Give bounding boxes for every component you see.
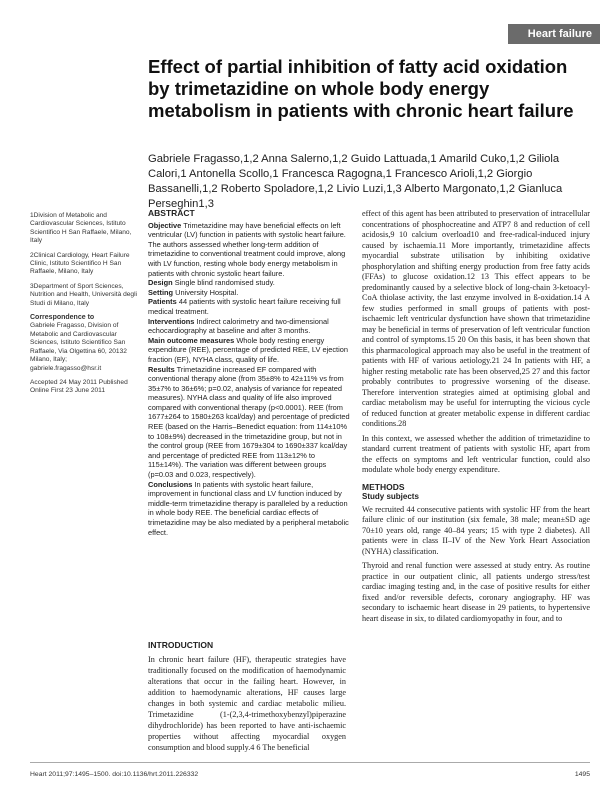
abstract [148, 209, 352, 537]
right-column [362, 209, 590, 628]
design-text: Single blind randomised study. [174, 278, 275, 288]
introduction [148, 640, 346, 753]
results-text: Trimetazidine increased EF compared with conventional therapy alone (from 35±8% to 42±11% vs from 35±7% to 36±6%; p=0.02, analysis of variance for repeated measures). NYHA class and quality of life also improved compared with conventional therapy (p<0.0001). REE (from 1677±264 to 1580±263 kcal/day) and percentage of predicted REE (based on the Harris–Benedict equation: from 114±10% to 108±9%) decreased in the trimetazidine group, but not in the control group (REE from 1679±304 to 1690±337 kcal/day and percentage of predicted REE from 113±12% to 115±14%). The variation was different between groups (p=0.03 and 0.023, respectively). [148, 364, 350, 480]
abstract-heading: ABSTRACT [148, 208, 195, 218]
page-number: 1495 [574, 771, 590, 778]
design-label: Design [148, 278, 173, 288]
paragraph-1: effect of this agent has been attributed to preservation of intracellular concentrations of phosphocreatine and ATP7 8 and reduction of cell acidosis,9 10 calcium overload10 and free-radical-induced injury caused by ischaemia.11 More importantly, trimetazidine affects myocardial substrate utilisation by inhibiting oxidative phosphorylation and shifting energy production from free fatty acids (FFAs) to glucose oxidation.12 13 This effect appears to be predominantly caused by a selective block of long-chain 3-ketoacyl-CoA thiolase activity, the last enzyme involved in ß-oxidation.14 A few studies performed in small groups of patients with post-ischaemic left ventricular dysfunction have shown that trimetazidine may be beneficial in terms of preservation of left ventricular function and control of symptoms.15 20 On this basis, it has been shown that this pharmacological approach may also be useful in the treatment of patients with HF of various aetiology.21 24 In patients with HF, a higher resting metabolic rate has been observed,25 27 and this factor probably contributes to progressive worsening of the disease. Therefore intervention strategies aimed at optimising global and cardiac metabolism may be useful for interrupting the vicious cycle of reduced function at greater metabolic expense in different cardiac conditions.28 [362, 209, 590, 428]
article-title: Effect of partial inhibition of fatty acid oxidation by trimetazidine on whole body energy metabolism in patients with chronic heart failure [148, 56, 574, 121]
setting-label: Setting [148, 287, 174, 297]
objective-label: Objective [148, 220, 182, 230]
article-dates: Accepted 24 May 2011 Published Online First 23 June 2011 [30, 378, 128, 395]
footer-rule [30, 762, 590, 763]
patients-text: 44 patients with systolic heart failure receiving full medical treatment. [148, 297, 341, 316]
section-header [0, 24, 600, 44]
study-subjects-heading: Study subjects [362, 492, 419, 501]
affiliation-2: 2Clinical Cardiology, Heart Failure Clinic, Istituto Scientifico H San Raffaele, Milano, Italy [30, 251, 130, 276]
setting-text: University Hospital. [175, 287, 239, 297]
paragraph-4: Thyroid and renal function were assessed at study entry. As routine practice in our outpatient clinic, all patients undergo stress/test cardiac imaging testing and, in the case of positive results for either fixed and/or reversible defects, coronary angiography. HF was secondary to ischaemic heart disease in 29 patients, to hypertensive heart disease in six, to dilated cardiomyopathy in four, and to [362, 561, 590, 623]
sidebar-affiliations [30, 212, 138, 402]
affiliation-1: 1Division of Metabolic and Cardiovascular Sciences, Istituto Scientifico H San Raffaele, Milano, Italy [30, 212, 132, 245]
affiliation-3: 3Department of Sport Sciences, Nutrition and Health, Università degli Studi di Milano, Italy [30, 282, 138, 307]
introduction-heading: INTRODUCTION [148, 640, 214, 650]
correspondence-text: Gabriele Fragasso, Division of Metabolic and Cardiovascular Sciences, Istituto Scientifico San Raffaele, Via Olgettina 60, 20132 Milano, Italy; gabriele.fragasso@hsr.it [30, 322, 127, 372]
conclusions-label: Conclusions [148, 479, 193, 489]
citation: Heart 2011;97:1495–1500. doi:10.1136/hrt.2011.226332 [30, 771, 199, 778]
introduction-text: In chronic heart failure (HF), therapeutic strategies have traditionally focused on the modification of haemodynamic alterations that occur in the failing heart. However, in addition to haemodynamic alterations, HF causes large changes in both systemic and cardiac metabolic milieu. Trimetazidine (1-(2,3,4-trimethoxybenzyl)piperazine dihydrochloride) has been reported to have anti-ischaemic properties without affecting myocardial oxygen consumption and blood supply.4 6 The beneficial [148, 655, 346, 752]
conclusions-text: In patients with systolic heart failure, improvement in functional class and LV function induced by middle-term trimetazidine therapy is paralleled by a reduction in whole body REE. The beneficial cardiac effects of trimetazidine may be also mediated by a peripheral metabolic effect. [148, 479, 349, 537]
outcome-label: Main outcome measures [148, 335, 235, 345]
objective-text: Trimetazidine may have beneficial effects on left ventricular (LV) function in patients with systolic heart failure. The authors assessed whether long-term addition of trimetazidine to conventional treatment could improve, along with LV function, resting whole body energy metabolism in patients with chronic systolic heart failure. [148, 220, 346, 278]
author-list: Gabriele Fragasso,1,2 Anna Salerno,1,2 Guido Lattuada,1 Amarild Cuko,1,2 Giliola Calori,1 Antonella Scollo,1 Francesca Ragogna,1 Francesco Arioli,1,2 Giorgio Bassanelli,1,2 Roberto Spoladore,1,2 Livio Luzi,1,3 Alberto Margonato,1,2 Gianluca Perseghin1,3 [148, 153, 563, 210]
paragraph-3: We recruited 44 consecutive patients with systolic HF from the heart failure clinic of our institution (six female, 38 male; mean±SD age 70±10 years old, range 40–84 years; 15 with type 2 diabetes). All patients were in class II–IV of the New York Heart Association (NYHA) classification. [362, 504, 590, 556]
correspondence-heading: Correspondence to [30, 314, 95, 322]
page-footer [30, 771, 590, 778]
interventions-label: Interventions [148, 316, 195, 326]
outcome-text: Whole body resting energy expenditure (REE), percentage of predicted REE, LV ejection fraction (EF), NYHA class, quality of life. [148, 335, 348, 364]
patients-label: Patients [148, 297, 177, 307]
methods-heading: METHODS [362, 481, 405, 492]
section-label: Heart failure [508, 24, 600, 44]
results-label: Results [148, 364, 175, 374]
paragraph-2: In this context, we assessed whether the addition of trimetazidine to standard current treatment of patients with systolic HF, apart from the effects on symptoms and left ventricular function, could also modulate whole body energy expenditure. [362, 433, 590, 474]
interventions-text: Indirect calorimetry and two-dimensional echocardiography at baseline and after 3 months. [148, 316, 329, 336]
